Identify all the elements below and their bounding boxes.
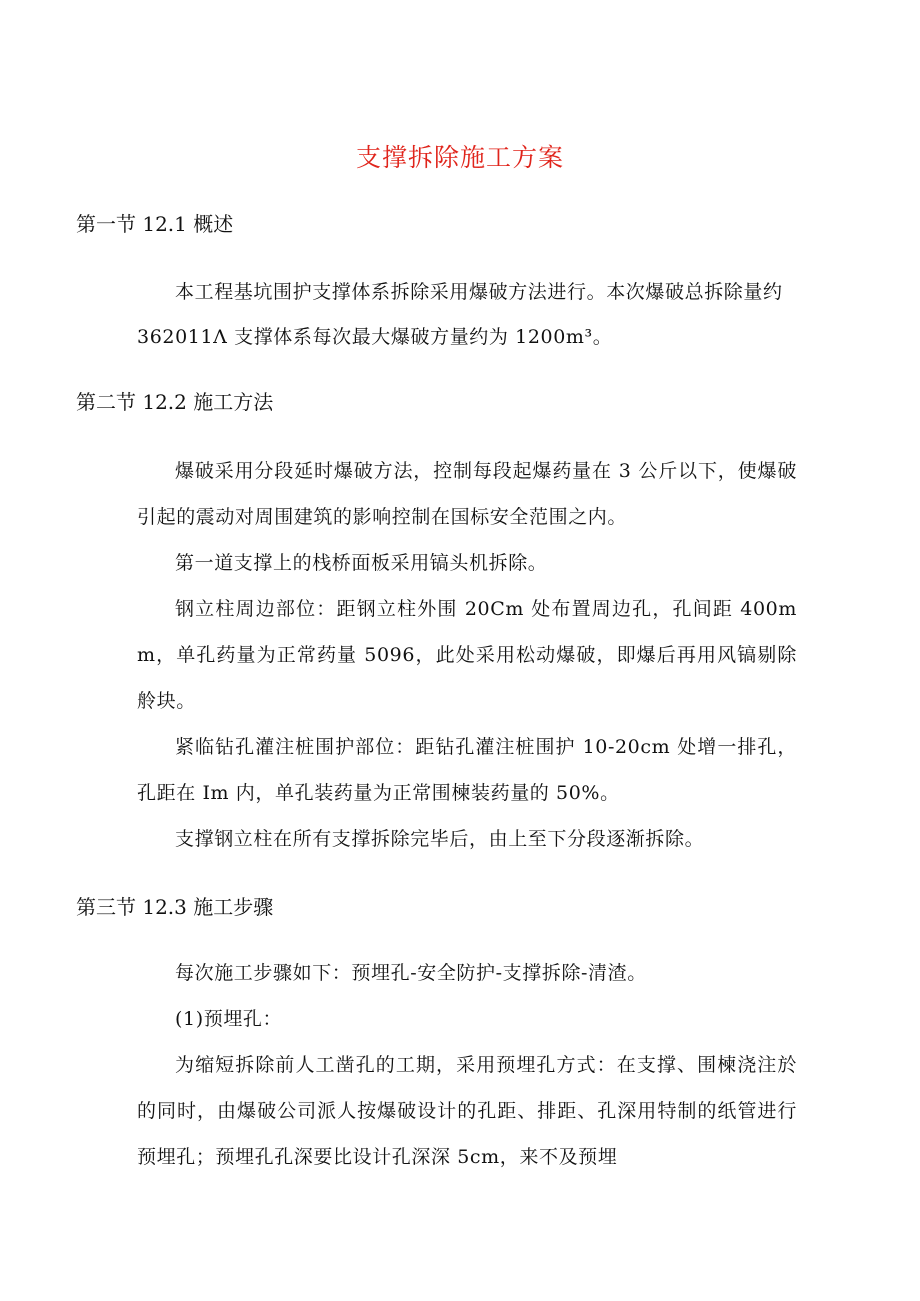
section-3-paragraph-1: 每次施工步骤如下：预埋孔-安全防护-支撑拆除-清渣。 bbox=[175, 962, 647, 984]
section-3-paragraph-2: (1)预埋孔： bbox=[175, 1008, 283, 1030]
document-title: 支撑拆除施工方案 bbox=[355, 143, 564, 172]
section-heading-1: 第一节 12.1 概述 bbox=[76, 212, 234, 236]
section-1-paragraph-2: 362011Λ 支撑体系每次最大爆破方量约为 1200m³。 bbox=[137, 326, 613, 348]
section-2-paragraph-2: 第一道支撑上的栈桥面板采用镐头机拆除。 bbox=[175, 552, 548, 574]
section-3-paragraph-3: 为缩短拆除前人工凿孔的工期，采用预埋孔方式：在支撑、围楝浇注於的同时，由爆破公司派人按爆破设计的孔距、排距、孔深用特制的纸管进行预埋孔；预埋孔孔深要比设计孔深深 5cm，来不及预埋 bbox=[137, 1054, 797, 1168]
section-2-paragraph-4: 紧临钻孔灌注桩围护部位：距钻孔灌注桩围护 10-20cm 处增一排孔，孔距在 Im 内，单孔装药量为正常围楝装药量的 50%。 bbox=[137, 736, 797, 804]
section-1-paragraph-1: 本工程基坑围护支撑体系拆除采用爆破方法进行。本次爆破总拆除量约 bbox=[175, 281, 783, 303]
section-heading-2: 第二节 12.2 施工方法 bbox=[76, 390, 274, 414]
section-2-paragraph-3: 钢立柱周边部位：距钢立柱外围 20Cm 处布置周边孔，孔间距 400mm，单孔药量为正常药量 5096，此处采用松动爆破，即爆后再用风镐剔除舲块。 bbox=[137, 598, 797, 712]
section-2-paragraph-5: 支撑钢立柱在所有支撑拆除完毕后，由上至下分段逐渐拆除。 bbox=[175, 828, 705, 850]
section-2-paragraph-1: 爆破采用分段延时爆破方法，控制每段起爆药量在 3 公斤以下，使爆破引起的震动对周围建筑的影响控制在国标安全范围之内。 bbox=[137, 460, 797, 528]
section-heading-3: 第三节 12.3 施工步骤 bbox=[76, 895, 274, 919]
